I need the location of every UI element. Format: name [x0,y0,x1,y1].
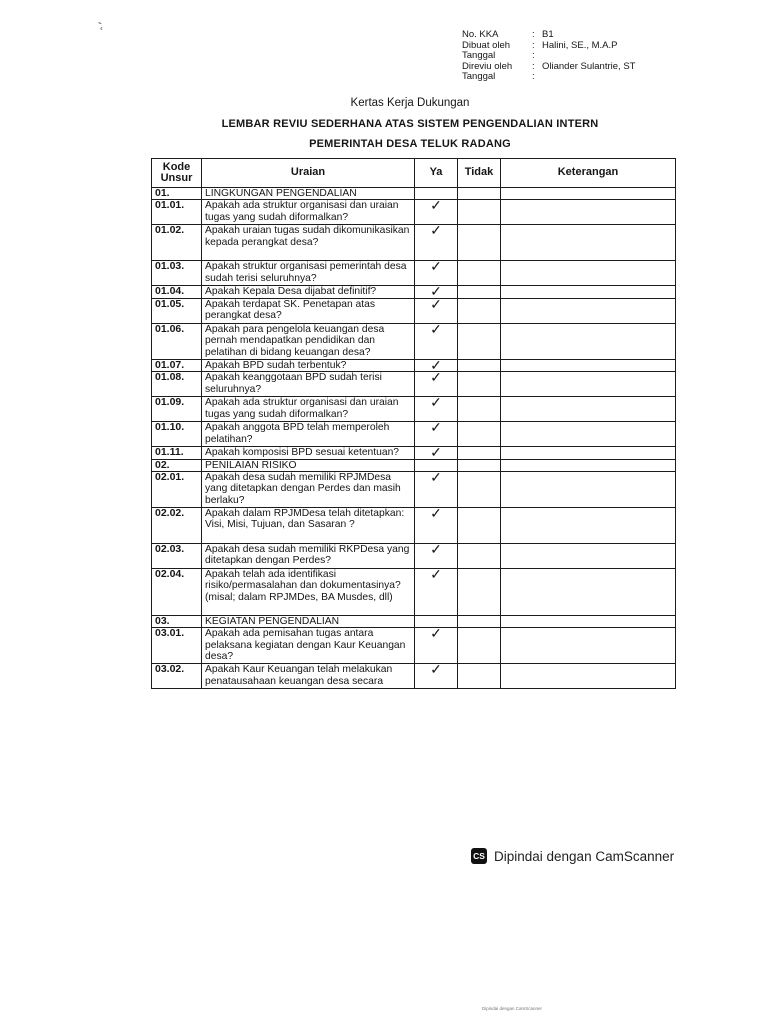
table-row [152,616,676,628]
keterangan-cell [501,286,676,298]
uraian-cell: KEGIATAN PENGENDALIAN [202,616,415,628]
meta-colon: : [532,39,535,51]
table-row [152,225,676,261]
keterangan-cell [501,447,676,459]
ya-cell: ✓ [415,323,458,359]
document-title: LEMBAR REVIU SEDERHANA ATAS SISTEM PENGENDALIAN INTERN [221,118,599,130]
ya-cell: ✓ [415,447,458,459]
tidak-cell [458,359,501,371]
keterangan-cell [501,372,676,397]
ya-cell: ✓ [415,372,458,397]
kode-cell: 01.03. [152,261,202,286]
ya-cell: ✓ [415,472,458,508]
ya-cell: ✓ [415,359,458,371]
kode-cell: 01.04. [152,286,202,298]
tidak-cell [458,616,501,628]
meta-label: Tanggal [462,71,496,82]
uraian-cell: Apakah telah ada identifikasi risiko/permasalahan dan dokumentasinya? (misal; dalam RPJMDes, BA Musdes, dll) [202,569,415,616]
tidak-cell [458,544,501,569]
keterangan-cell [501,397,676,422]
tidak-cell [458,397,501,422]
keterangan-cell [501,628,676,664]
kode-cell: 01. [152,188,202,200]
tidak-cell [458,323,501,359]
camscanner-text: Dipindai dengan CamScanner [494,848,675,864]
ya-cell: ✓ [415,286,458,298]
keterangan-cell [501,472,676,508]
keterangan-cell [501,508,676,544]
uraian-cell: Apakah keanggotaan BPD sudah terisi seluruhnya? [202,372,415,397]
kode-cell: 01.02. [152,225,202,261]
uraian-cell: Apakah komposisi BPD sesuai ketentuan? [202,447,415,459]
footer-small-text: Dipindai dengan CamScanner [482,1006,543,1011]
column-header-kode: Kode Unsur [152,159,202,188]
keterangan-cell [501,544,676,569]
tidak-cell [458,188,501,200]
table-row [152,447,676,459]
table-row [152,459,676,471]
tidak-cell [458,298,501,323]
keterangan-cell [501,298,676,323]
tidak-cell [458,459,501,471]
tidak-cell [458,569,501,616]
table-row [152,544,676,569]
column-header-ya: Ya [415,159,458,188]
tidak-cell [458,628,501,664]
ya-cell: ✓ [415,569,458,616]
ya-cell: ✓ [415,422,458,447]
uraian-cell: Apakah desa sudah memiliki RKPDesa yang ditetapkan dengan Perdes? [202,544,415,569]
keterangan-cell [501,261,676,286]
uraian-cell: Apakah uraian tugas sudah dikomunikasikan kepada perangkat desa? [202,225,415,261]
camscanner-watermark [471,848,674,864]
table-row [152,569,676,616]
tidak-cell [458,472,501,508]
table-row [152,472,676,508]
kode-cell: 01.05. [152,298,202,323]
camscanner-logo-icon: CS [471,848,487,864]
uraian-cell: Apakah BPD sudah terbentuk? [202,359,415,371]
tidak-cell [458,261,501,286]
meta-value: Oliander Sulantrie, ST [542,60,636,72]
kode-cell: 01.11. [152,447,202,459]
ya-cell: ✓ [415,200,458,225]
ya-cell: ✓ [415,628,458,664]
meta-label: Direviu oleh [462,60,513,72]
keterangan-cell [501,359,676,371]
tidak-cell [458,225,501,261]
tidak-cell [458,422,501,447]
uraian-cell: Apakah struktur organisasi pemerintah desa sudah terisi seluruhnya? [202,261,415,286]
kode-cell: 03. [152,616,202,628]
keterangan-cell [501,225,676,261]
uraian-cell: Apakah Kaur Keuangan telah melakukan penatausahaan keuangan desa secara [202,664,415,689]
tidak-cell [458,508,501,544]
kode-cell: 02.02. [152,508,202,544]
meta-colon: : [532,50,535,61]
uraian-cell: Apakah ada pemisahan tugas antara pelaksana kegiatan dengan Kaur Keuangan desa? [202,628,415,664]
keterangan-cell [501,422,676,447]
review-table [151,158,676,689]
kode-cell: 02.01. [152,472,202,508]
uraian-cell: Apakah para pengelola keuangan desa pernah mendapatkan pendidikan dan pelatihan di bidang keuangan desa? [202,323,415,359]
uraian-cell: Apakah ada struktur organisasi dan uraian tugas yang sudah diformalkan? [202,200,415,225]
table-row [152,200,676,225]
kode-cell: 02.04. [152,569,202,616]
kode-cell: 01.10. [152,422,202,447]
meta-colon: : [532,71,535,82]
document-meta [462,30,635,83]
kode-cell: 03.01. [152,628,202,664]
table-row [152,261,676,286]
table-row [152,188,676,200]
meta-label: Dibuat oleh [462,39,511,51]
meta-value: Halini, SE., M.A.P [542,39,618,51]
ya-cell: ✓ [415,298,458,323]
ya-cell: ✓ [415,225,458,261]
uraian-cell: Apakah terdapat SK. Penetapan atas perangkat desa? [202,298,415,323]
kode-cell: 03.02. [152,664,202,689]
scan-mark-icon: ‐˛ [95,15,109,31]
keterangan-cell [501,323,676,359]
table-body [152,188,676,689]
table-row [152,422,676,447]
meta-row-tanggal-1 [462,51,635,62]
table-row [152,628,676,664]
tidak-cell [458,447,501,459]
table-row [152,372,676,397]
tidak-cell [458,372,501,397]
keterangan-cell [501,569,676,616]
meta-row-no-kka [462,30,635,41]
kode-cell: 01.01. [152,200,202,225]
ya-cell: ✓ [415,544,458,569]
table-header-row [152,159,676,188]
uraian-cell: Apakah dalam RPJMDesa telah ditetapkan: Visi, Misi, Tujuan, dan Sasaran ? [202,508,415,544]
meta-value: B1 [542,29,554,40]
ya-cell: ✓ [415,261,458,286]
meta-row-tanggal-2 [462,72,635,83]
keterangan-cell [501,188,676,200]
uraian-cell: Apakah ada struktur organisasi dan uraian tugas yang sudah diformalkan? [202,397,415,422]
meta-colon: : [532,60,535,72]
kode-cell: 02.03. [152,544,202,569]
ya-cell: ✓ [415,508,458,544]
uraian-cell: LINGKUNGAN PENGENDALIAN [202,188,415,200]
kode-cell: 01.07. [152,359,202,371]
ya-cell: ✓ [415,664,458,689]
tidak-cell [458,200,501,225]
column-header-keterangan: Keterangan [501,159,676,188]
table-row [152,397,676,422]
uraian-cell: Apakah anggota BPD telah memperoleh pelatihan? [202,422,415,447]
uraian-cell: Apakah Kepala Desa dijabat definitif? [202,286,415,298]
document-organization: PEMERINTAH DESA TELUK RADANG [309,138,511,150]
kode-cell: 01.06. [152,323,202,359]
table-row [152,664,676,689]
meta-colon: : [532,29,535,40]
table-row [152,508,676,544]
ya-cell: ✓ [415,397,458,422]
keterangan-cell [501,459,676,471]
meta-label: No. KKA [462,29,499,40]
kode-cell: 01.09. [152,397,202,422]
table-row [152,286,676,298]
uraian-cell: Apakah desa sudah memiliki RPJMDesa yang ditetapkan dengan Perdes dan masih berlaku? [202,472,415,508]
uraian-cell: PENILAIAN RISIKO [202,459,415,471]
keterangan-cell [501,616,676,628]
column-header-uraian: Uraian [202,159,415,188]
table-row [152,323,676,359]
kode-cell: 02. [152,459,202,471]
column-header-tidak: Tidak [458,159,501,188]
table-row [152,359,676,371]
kode-cell: 01.08. [152,372,202,397]
keterangan-cell [501,200,676,225]
tidak-cell [458,286,501,298]
tidak-cell [458,664,501,689]
document-subtitle: Kertas Kerja Dukungan [350,97,470,109]
meta-label: Tanggal [462,50,496,61]
keterangan-cell [501,664,676,689]
table-row [152,298,676,323]
